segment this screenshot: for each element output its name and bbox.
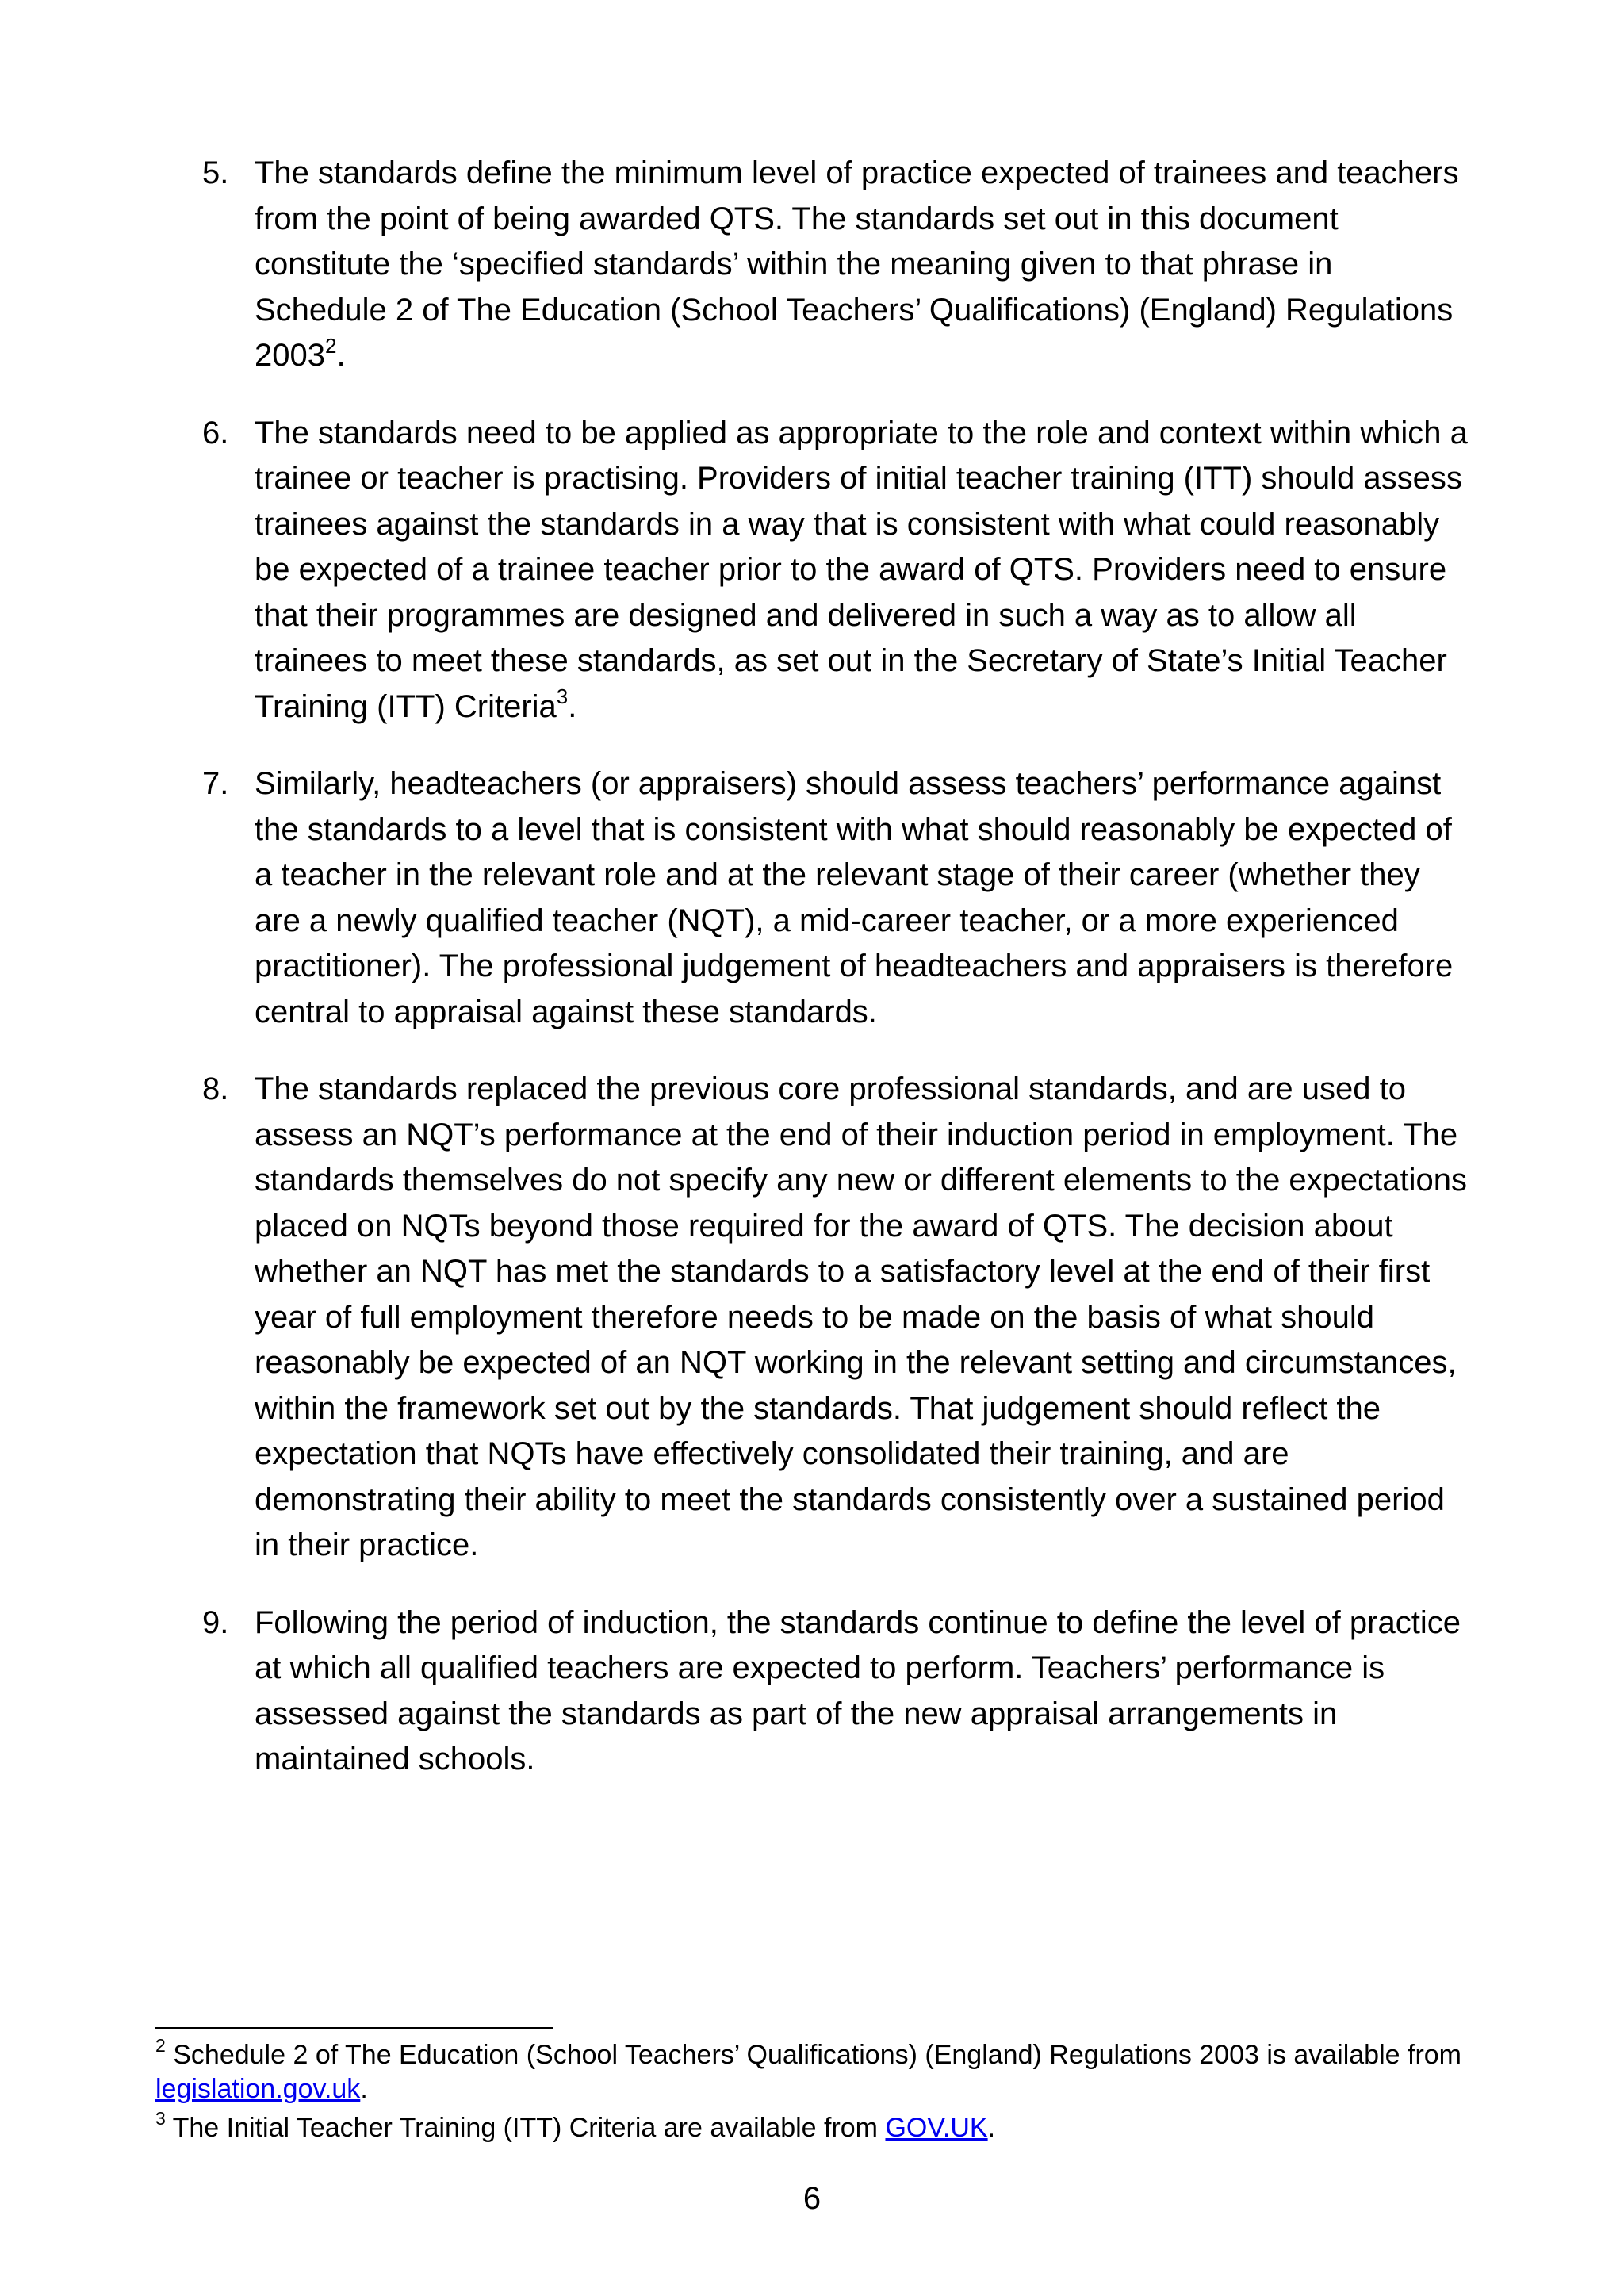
footnote-end: . (360, 2074, 368, 2104)
legislation-link[interactable]: legislation.gov.uk (155, 2074, 361, 2104)
paragraph-number: 5. (202, 155, 229, 190)
paragraph-text: The standards need to be applied as appropriate to the role and context within which a trainee or teacher is practising. Providers of initial teacher training (ITT) should assess trainees against the standards in a way that is consistent with what could reasonably be expected of a trainee teacher prior to the award of QTS. Providers need to ensure that their programmes are designed and delivered in such a way as to allow all trainees to meet these standards, as set out in the Secretary of State’s Initial Teacher Training (ITT) Criteria (255, 415, 1468, 724)
footnote-number: 2 (155, 2034, 166, 2056)
footnotes (155, 2034, 1472, 2150)
paragraph-number: 8. (202, 1071, 229, 1106)
page-number: 6 (802, 2181, 822, 2216)
footnote-2 (155, 2034, 1472, 2106)
gov-uk-link[interactable]: GOV.UK (885, 2113, 988, 2143)
footnote-text: The Initial Teacher Training (ITT) Criteria are available from (165, 2113, 886, 2143)
paragraph-number: 9. (202, 1604, 229, 1640)
paragraph-7 (202, 761, 1471, 1035)
paragraph-number: 7. (202, 766, 229, 801)
footnote-reference-2[interactable]: 2 (324, 333, 337, 358)
footnote-end: . (987, 2113, 996, 2143)
footnote-divider (155, 2027, 553, 2029)
footnote-reference-3[interactable]: 3 (556, 684, 569, 709)
paragraph-8 (202, 1067, 1471, 1569)
paragraph-9 (202, 1600, 1471, 1783)
footnote-3 (155, 2107, 1472, 2145)
paragraph-text: The standards define the minimum level of practice expected of trainees and teachers from the point of being awarded QTS. The standards set out in this document constitute the ‘specified standards’ within the meaning given to that phrase in Schedule 2 of The Education (School Teachers’ Qualifications) (England) Regulations 2003 (255, 155, 1459, 373)
paragraph-5 (202, 151, 1471, 379)
paragraph-end: . (336, 338, 346, 373)
paragraph-6 (202, 411, 1471, 730)
paragraph-number: 6. (202, 415, 229, 450)
paragraph-text: Following the period of induction, the standards continue to define the level of practice at which all qualified teachers are expected to perform. Teachers’ performance is assessed against the standards as part of the new appraisal arrangements in maintained schools. (255, 1604, 1461, 1777)
paragraph-text: Similarly, headteachers (or appraisers) should assess teachers’ performance against the standards to a level that is consistent with what should reasonably be expected of a teacher in the relevant role and at the relevant stage of their career (whether they are a newly qualified teacher (NQT), a mid-career teacher, or a more experienced practitioner). The professional judgement of headteachers and appraisers is therefore central to appraisal against these standards. (255, 766, 1454, 1029)
footnote-number: 3 (155, 2107, 166, 2129)
numbered-paragraph-list (202, 151, 1471, 1815)
footnote-text: Schedule 2 of The Education (School Teachers’ Qualifications) (England) Regulations 2003 is available from (165, 2040, 1462, 2070)
paragraph-end: . (568, 688, 577, 724)
paragraph-text: The standards replaced the previous core professional standards, and are used to assess an NQT’s performance at the end of their induction period in employment. The standards themselves do not specify any new or different elements to the expectations placed on NQTs beyond those required for the award of QTS. The decision about whether an NQT has met the standards to a satisfactory level at the end of their first year of full employment therefore needs to be made on the basis of what should reasonably be expected of an NQT working in the relevant setting and circumstances, within the framework set out by the standards. That judgement should reflect the expectation that NQTs have effectively consolidated their training, and are demonstrating their ability to meet the standards consistently over a sustained period in their practice. (255, 1071, 1468, 1562)
